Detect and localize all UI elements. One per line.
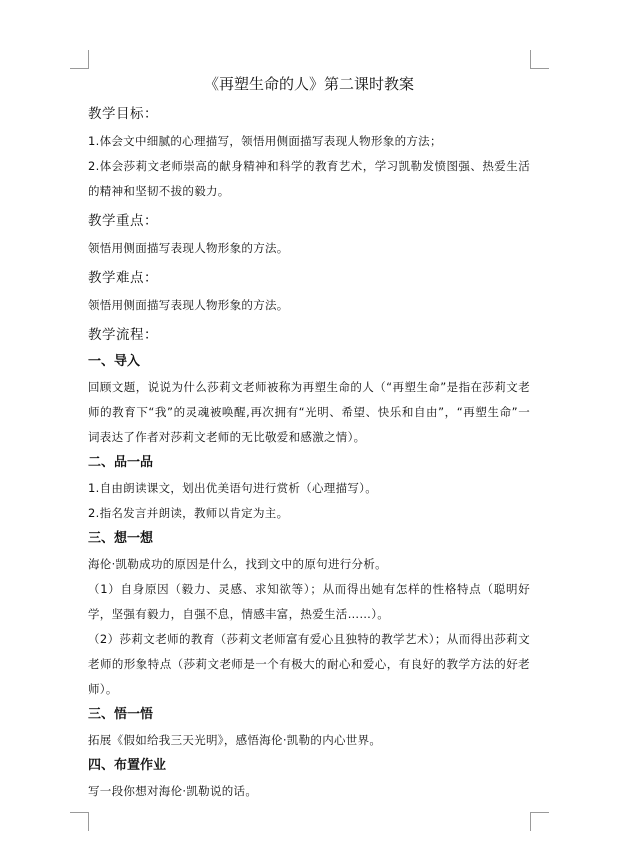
section-paragraph: 1.自由朗读课文，划出优美语句进行赏析（心理描写）。: [88, 481, 378, 495]
section-paragraph: 写一段你想对海伦·凯勒说的话。: [88, 784, 258, 798]
crop-mark-top-left: [70, 50, 89, 69]
difficulty-text: 领悟用侧面描写表现人物形象的方法。: [88, 298, 289, 312]
section-paragraph: 拓展《假如给我三天光明》，感悟海伦·凯勒的内心世界。: [88, 733, 382, 747]
objective-item: 2.体会莎莉文老师崇高的献身精神和科学的教育艺术，学习凯勒发愤图强、热爱生活的精神和坚韧不拔的毅力。: [88, 159, 530, 198]
key-point-heading: 教学重点：: [88, 213, 158, 229]
section-heading-think: 三、想一想: [88, 531, 154, 546]
crop-mark-bottom-right: [530, 812, 549, 831]
section-paragraph: 海伦·凯勒成功的原因是什么，找到文中的原句进行分析。: [88, 557, 387, 571]
key-point-text: 领悟用侧面描写表现人物形象的方法。: [88, 241, 289, 255]
section-heading-intro: 一、导入: [88, 354, 141, 369]
document-title: 《再塑生命的人》第二课时教案: [203, 75, 414, 93]
document-body: [88, 71, 530, 804]
section-paragraph: （1）自身原因（毅力、灵感、求知欲等）；从而得出她有怎样的性格特点（聪明好学，坚强有毅力，自强不息，情感丰富，热爱生活……）。: [88, 582, 530, 621]
section-heading-appreciate: 二、品一品: [88, 455, 154, 470]
objectives-heading: 教学目标：: [88, 106, 158, 122]
crop-mark-top-right: [530, 50, 549, 69]
process-heading: 教学流程：: [88, 327, 158, 343]
difficulty-heading: 教学难点：: [88, 270, 158, 286]
crop-mark-bottom-left: [70, 812, 89, 831]
section-heading-homework: 四、布置作业: [88, 758, 167, 773]
section-paragraph: （2）莎莉文老师的教育（莎莉文老师富有爱心且独特的教学艺术）；从而得出莎莉文老师的形象特点（莎莉文老师是一个有极大的耐心和爱心，有良好的教学方法的好老师）。: [88, 632, 530, 696]
section-heading-reflect: 三、悟一悟: [88, 707, 154, 722]
objective-item: 1.体会文中细腻的心理描写，领悟用侧面描写表现人物形象的方法；: [88, 134, 442, 148]
section-paragraph: 2.指名发言并朗读，教师以肯定为主。: [88, 506, 289, 520]
section-paragraph: 回顾文题，说说为什么莎莉文老师被称为再塑生命的人（“再塑生命”是指在莎莉文老师的教育下“我”的灵魂被唤醒,再次拥有“光明、希望、快乐和自由”，“再塑生命”一词表达了作者对莎莉文老师的无比敬爱和感激之情）。: [88, 380, 530, 444]
